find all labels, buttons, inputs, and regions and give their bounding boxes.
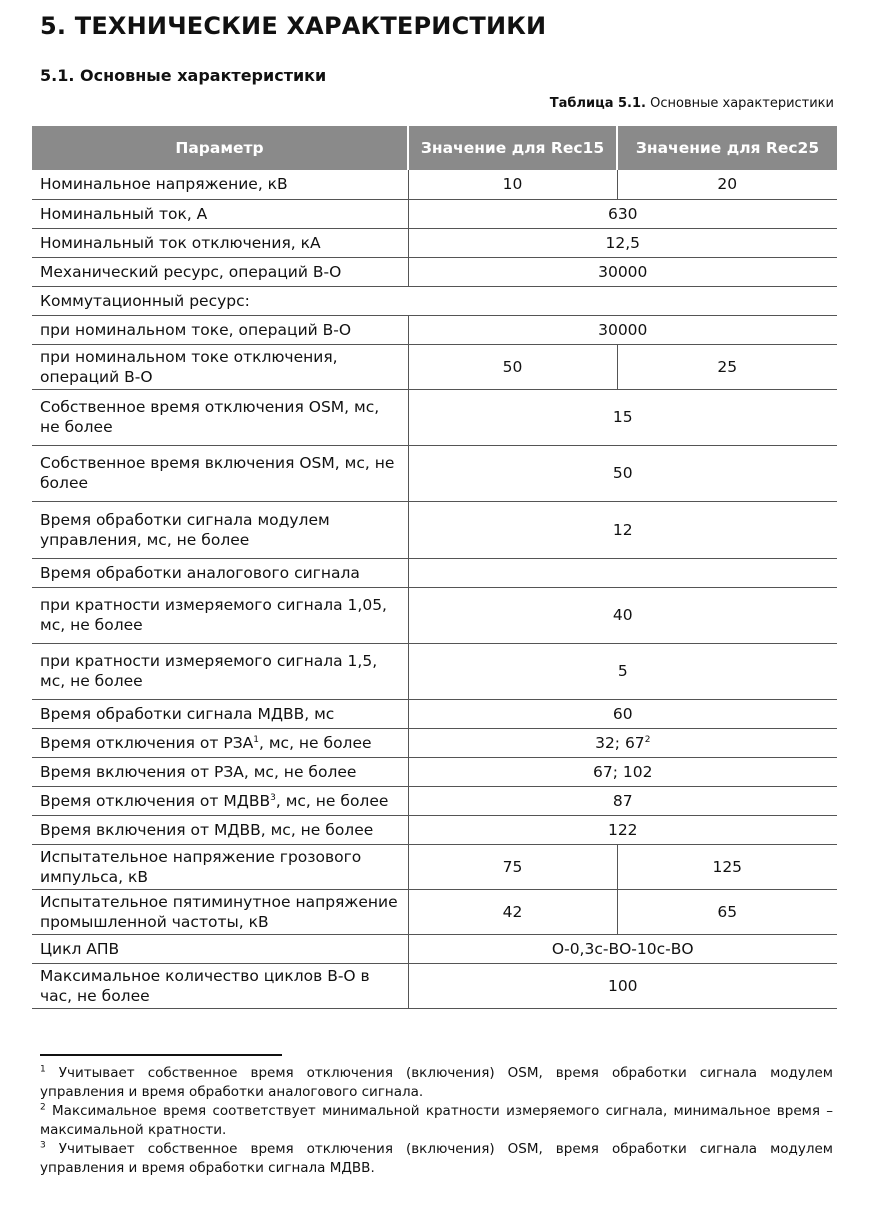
row-value-common: 5	[408, 643, 837, 699]
table-row	[32, 501, 837, 558]
row-value-common: 40	[408, 587, 837, 643]
table-row	[32, 228, 837, 257]
row-value-rec25: 125	[617, 844, 837, 889]
table-row	[32, 963, 837, 1008]
row-value-common: 12,5	[408, 228, 837, 257]
row-value-common: 50	[408, 445, 837, 501]
row-value-rec15: 10	[408, 170, 617, 199]
row-parameter: Время отключения от МДВВ$^3$, мс, не более	[32, 786, 408, 815]
table-row	[32, 170, 837, 199]
row-value-rec15: 75	[408, 844, 617, 889]
header-parameter: Параметр	[32, 126, 408, 170]
row-value-rec15: 42	[408, 889, 617, 934]
table-row	[32, 934, 837, 963]
row-parameter: Время включения от МДВВ, мс, не более	[32, 815, 408, 844]
row-value-rec15: 50	[408, 344, 617, 389]
footnote-separator	[40, 1054, 282, 1056]
row-parameter: Номинальный ток, А	[32, 199, 408, 228]
table-row	[32, 389, 837, 445]
header-rec15: Значение для Rec15	[408, 126, 617, 170]
table-header-row	[32, 126, 837, 170]
row-parameter: Время обработки сигнала модулем управления, мс, не более	[32, 501, 408, 558]
table-row	[32, 315, 837, 344]
row-parameter: Время обработки сигнала МДВВ, мс	[32, 699, 408, 728]
row-parameter: Время отключения от РЗА$^1$, мс, не более	[32, 728, 408, 757]
table-caption	[550, 96, 834, 111]
row-value-rec25: 25	[617, 344, 837, 389]
footnote: $^3$ Учитывает собственное время отключения (включения) OSM, время обработки сигнала модулем управления и время обработки сигнала МДВВ.	[40, 1140, 833, 1176]
row-value-common: 15	[408, 389, 837, 445]
section-heading: 5. ТЕХНИЧЕСКИЕ ХАРАКТЕРИСТИКИ	[40, 12, 547, 40]
row-value-rec25: 20	[617, 170, 837, 199]
row-parameter: Номинальное напряжение, кВ	[32, 170, 408, 199]
row-value-common: 122	[408, 815, 837, 844]
row-parameter: Максимальное количество циклов В-О в час, не более	[32, 963, 408, 1008]
row-parameter: Собственное время включения OSM, мс, не более	[32, 445, 408, 501]
table-caption-label: Таблица 5.1.	[549, 96, 646, 111]
row-parameter: Коммутационный ресурс:	[32, 286, 837, 315]
table-row	[32, 844, 837, 889]
table-row	[32, 643, 837, 699]
table-row	[32, 445, 837, 501]
row-parameter: Испытательное пятиминутное напряжение промышленной частоты, кВ	[32, 889, 408, 934]
row-parameter: Механический ресурс, операций В-О	[32, 257, 408, 286]
row-value-common: 32; $67^2$	[408, 728, 837, 757]
table-row	[32, 889, 837, 934]
row-value-common: 30000	[408, 257, 837, 286]
table-row	[32, 815, 837, 844]
row-parameter: при кратности измеряемого сигнала 1,05, мс, не более	[32, 587, 408, 643]
row-value-common	[408, 558, 837, 587]
header-rec25: Значение для Rec25	[617, 126, 837, 170]
row-parameter: при номинальном токе, операций В-О	[32, 315, 408, 344]
row-value-rec25: 65	[617, 889, 837, 934]
specifications-table	[32, 126, 837, 1009]
table-row	[32, 257, 837, 286]
footnote: $^2$ Максимальное время соответствует минимальной кратности измеряемого сигнала, минимальное время – максимальной кратности.	[40, 1102, 833, 1138]
row-value-common: 67; 102	[408, 757, 837, 786]
table-row	[32, 199, 837, 228]
row-parameter: Собственное время отключения OSM, мс, не более	[32, 389, 408, 445]
row-parameter: Испытательное напряжение грозового импульса, кВ	[32, 844, 408, 889]
row-value-common: О-0,3с-ВО-10с-ВО	[408, 934, 837, 963]
row-parameter: при кратности измеряемого сигнала 1,5, мс, не более	[32, 643, 408, 699]
row-value-common: 87	[408, 786, 837, 815]
table-row	[32, 558, 837, 587]
table-row	[32, 344, 837, 389]
footnote: $^1$ Учитывает собственное время отключения (включения) OSM, время обработки сигнала модулем управления и время обработки аналогового сигнала.	[40, 1064, 833, 1100]
table-caption-text: Основные характеристики	[650, 96, 834, 111]
row-value-common: 100	[408, 963, 837, 1008]
subsection-heading: 5.1. Основные характеристики	[40, 66, 327, 85]
row-parameter: Время обработки аналогового сигнала	[32, 558, 408, 587]
table-row	[32, 757, 837, 786]
table-row	[32, 786, 837, 815]
table-row	[32, 587, 837, 643]
row-parameter: при номинальном токе отключения, операций В-О	[32, 344, 408, 389]
table-row	[32, 699, 837, 728]
row-parameter: Номинальный ток отключения, кА	[32, 228, 408, 257]
row-parameter: Время включения от РЗА, мс, не более	[32, 757, 408, 786]
row-value-common: 60	[408, 699, 837, 728]
table-row	[32, 286, 837, 315]
footnotes	[40, 1064, 833, 1178]
row-parameter: Цикл АПВ	[32, 934, 408, 963]
row-value-common: 12	[408, 501, 837, 558]
table-row	[32, 728, 837, 757]
row-value-common: 30000	[408, 315, 837, 344]
row-value-common: 630	[408, 199, 837, 228]
